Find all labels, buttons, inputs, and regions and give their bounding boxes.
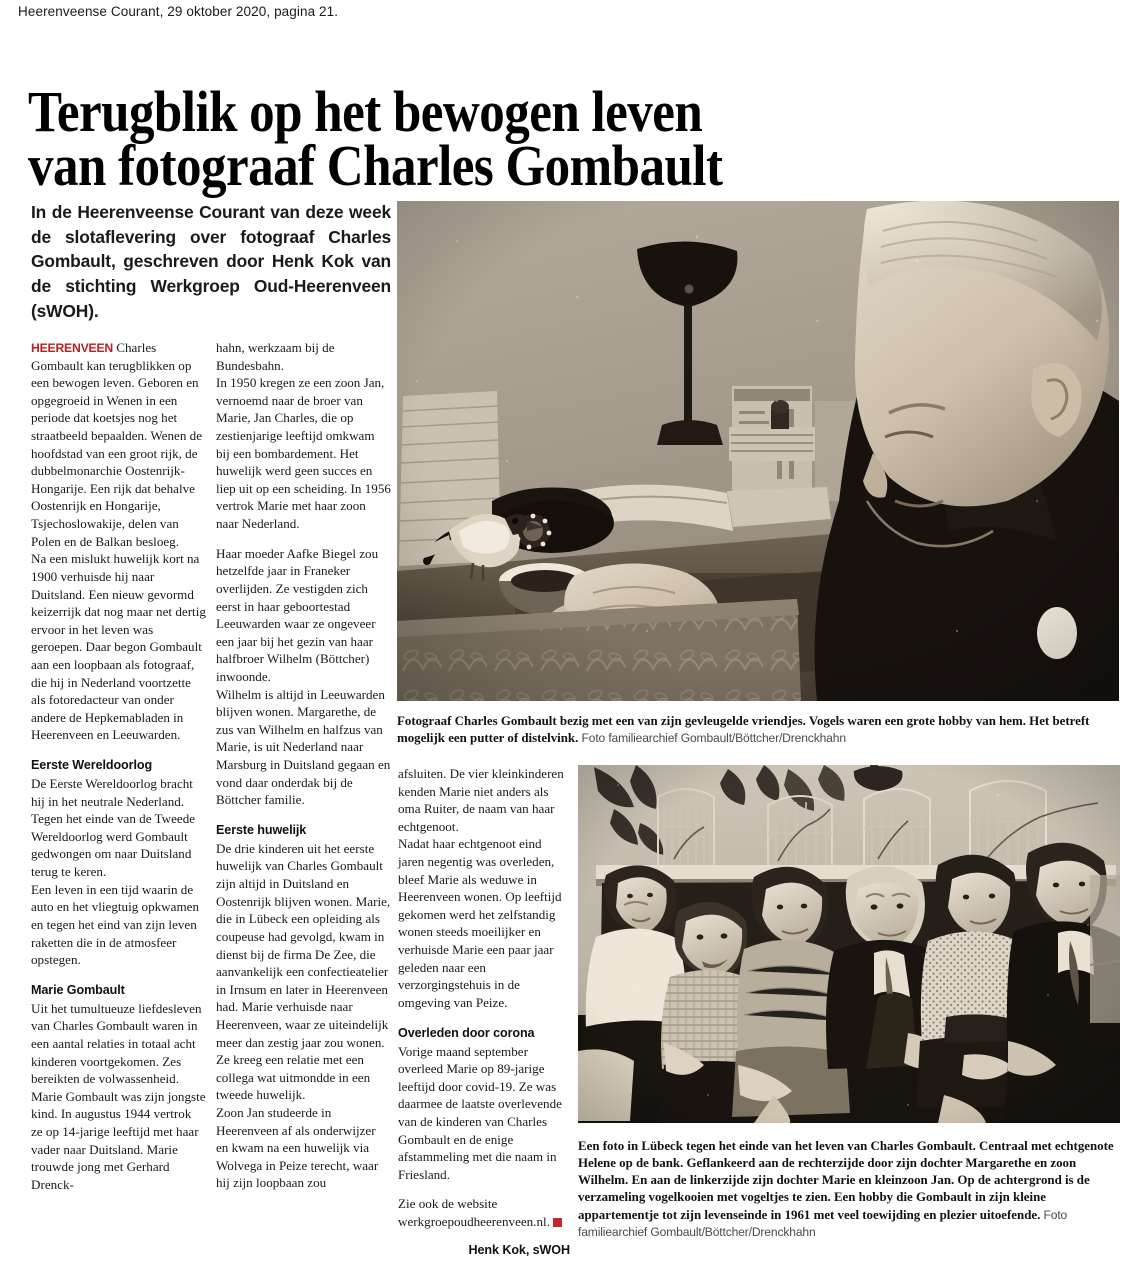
paragraph-text: Vorige maand september overleed Marie op 89-jarige leeftijd door covid-19. Ze was daarmee de laatste overlevende van de kinderen van Charles Gombault en de enige afstammeling met die naam in Friesland.: [398, 1043, 562, 1182]
photo-credit: Foto familiearchief Gombault/Böttcher/Drenckhahn: [578, 1207, 1068, 1239]
paragraph-text: De Eerste Wereldoorlog bracht hij in het neutrale Nederland. Tegen het einde van de Tweede Wereldoorlog werd Gombault gedwongen om naar Duitsland terug te keren.: [31, 776, 196, 880]
end-of-article-marker: [553, 1218, 562, 1227]
photo-bottom-graphic: [578, 765, 1120, 1123]
subheading-eerste-wereldoorlog: Eerste Wereldoorlog: [31, 758, 153, 773]
paragraph-gap: [398, 1183, 570, 1195]
page-title: [28, 78, 987, 198]
paragraph-dateline: [31, 339, 206, 550]
paragraph-text: De drie kinderen uit het eerste huwelijk van Charles Gombault zijn altijd in Duitsland en Oostenrijk blijven wonen. Marie, die in Lübeck een opleiding als coupeuse had gevolgd, kwam in dienst bij de firma De Zee, die aanvankelijk een confectieatelier in Irnsum en later in Heerenveen had. Marie verhuisde naar Heerenveen, waar ze uiteindelijk meer dan zestig jaar zou wonen. Ze kreeg een relatie met een collega wat uitmondde in een tweede huwelijk.: [216, 840, 391, 1103]
photo-gombault-feeding-bird: [397, 201, 1119, 701]
lead-paragraph: In de Heerenveense Courant van deze week de slotaflevering over fotograaf Charles Gombault, geschreven door Henk Kok van de stichting Werkgroep Oud-Heerenveen (sWOH).: [31, 202, 391, 321]
website-text: Zie ook de website werkgroepoudheerenveen.nl.: [398, 1196, 550, 1230]
paragraph-text: In 1950 kregen ze een zoon Jan, vernoemd naar de broer van Marie, Jan Charles, die op zestienjarige leeftijd omkwam bij een bombardement. Het huwelijk werd geen succes en liep uit op een scheiding. In 1956 vertrok Marie met haar zoon naar Nederland.: [216, 375, 391, 532]
headline-line-1: Terugblik op het bewogen leven: [28, 78, 703, 144]
paragraph-text: hahn, werkzaam bij de Bundesbahn.: [216, 340, 335, 373]
paragraph-gap: [216, 533, 391, 545]
masthead-line: Heerenveense Courant, 29 oktober 2020, pagina 21.: [18, 4, 339, 19]
paragraph-text: Uit het tumultueuze liefdesleven van Charles Gombault waren in een aantal relaties in totaal acht kinderen voortgekomen. Zes bereikten de volwassenheid.: [31, 1000, 202, 1087]
photo-credit: Foto familiearchief Gombault/Böttcher/Drenckhahn: [578, 731, 846, 746]
paragraph-text: Zoon Jan studeerde in Heerenveen af als onderwijzer en kwam na een huwelijk via Wolvega in Peize terecht, waar hij zijn loopbaan zou: [216, 1104, 379, 1191]
caption-text: Een foto in Lübeck tegen het einde van het leven van Charles Gombault. Centraal met echtgenote Helene op de bank. Geflankeerd aan de rechterzijde door zijn dochter Margarethe en zoon Wilhelm. En aan de linkerzijde zijn dochter Marie en kleinzoon Jan. Op de achtergrond is de verzameling vogelkooien met vogeltjes te zien. Een hobby die Gombault in zijn kleine appartementje tot zijn levenseinde in 1961 met veel toewijding en plezier uitoefende.: [578, 1139, 1114, 1222]
paragraph-text: Een leven in een tijd waarin de auto en het vliegtuig opkwamen en tegen het eind van zijn leven raketten die in de atmosfeer opstegen.: [31, 881, 199, 968]
paragraph-text: Charles Gombault kan terugblikken op een bewogen leven. Geboren en opgegroeid in Wenen in een periode dat koetsjes nog het straatbeeld bepaalden. Wenen de hoofdstad van een groot rijk, de dubbelmonarchie Oostenrijk-Hongarije. Een rijk dat behalve Oostenrijk en Hongarije, Tsjechoslowakije, delen van Polen en de Balkan besloeg.: [31, 340, 203, 549]
photo-family-lubeck: [578, 765, 1120, 1123]
paragraph-text: Marie Gombault was zijn jongste kind. In augustus 1944 vertrok ze op 14-jarige leeftijd met haar vader naar Duitsland. Marie trouwde jong met Gerhard Drenck-: [31, 1088, 206, 1192]
paragraph-website: [398, 1195, 570, 1230]
body-column-2: [216, 339, 391, 1192]
subheading-marie-gombault: Marie Gombault: [31, 982, 125, 997]
paragraph-text: Na een mislukt huwelijk kort na 1900 verhuisde hij naar Duitsland. Een nieuw gevormd keizerrijk dat nog maar net dertig ervoor in het leven was geroepen. Daar begon Gombault aan een loopbaan als fotograaf, die hij in Nederland voortzette als fotoredacteur van onder andere de Hepkemabladen in Heerenveen en Leeuwarden.: [31, 551, 206, 743]
dateline-label: HEERENVEEN: [31, 341, 113, 355]
headline-line-2: van fotograaf Charles Gombault: [28, 132, 723, 198]
body-column-3: [398, 765, 570, 1259]
caption-bottom-photo: [578, 1138, 1123, 1241]
subheading-overleden-door-corona: Overleden door corona: [398, 1025, 535, 1040]
paragraph-text: Haar moeder Aafke Biegel zou hetzelfde jaar in Franeker overlijden. Ze vestigden zich eerst in haar geboortestad Leeuwarden waar ze ongeveer een jaar bij het gezin van haar halfbroer Wilhelm (Böttcher) inwoonde.: [216, 545, 379, 684]
paragraph-text: Wilhelm is altijd in Leeuwarden blijven wonen. Margarethe, de zus van Wilhelm en halfzus van Marie, is uit Nederland naar Marsburg in Duitsland gegaan en vond daar onderdak bij de Böttcher familie.: [216, 686, 391, 808]
body-column-1: [31, 339, 206, 1193]
paragraph-text: Nadat haar echtgenoot eind jaren negentig was overleden, bleef Marie als weduwe in Heerenveen wonen. Op leeftijd gekomen werd het zelfstandig wonen steeds moeilijker en verhuisde Marie een paar jaar geleden naar een verzorgingstehuis in de omgeving van Peize.: [398, 836, 562, 1010]
caption-text: Fotograaf Charles Gombault bezig met een van zijn gevleugelde vriendjes. Vogels waren een grote hobby van hem. Het betreft mogelijk een putter of distelvink.: [397, 714, 1090, 746]
subheading-eerste-huwelijk: Eerste huwelijk: [216, 822, 307, 837]
photo-top-graphic: [397, 201, 1119, 701]
caption-top-photo: [397, 713, 1121, 747]
byline: Henk Kok, sWOH: [468, 1242, 570, 1257]
paragraph-text: afsluiten. De vier kleinkinderen kenden Marie niet anders als oma Ruiter, de naam van haar echtgenoot.: [398, 766, 564, 834]
